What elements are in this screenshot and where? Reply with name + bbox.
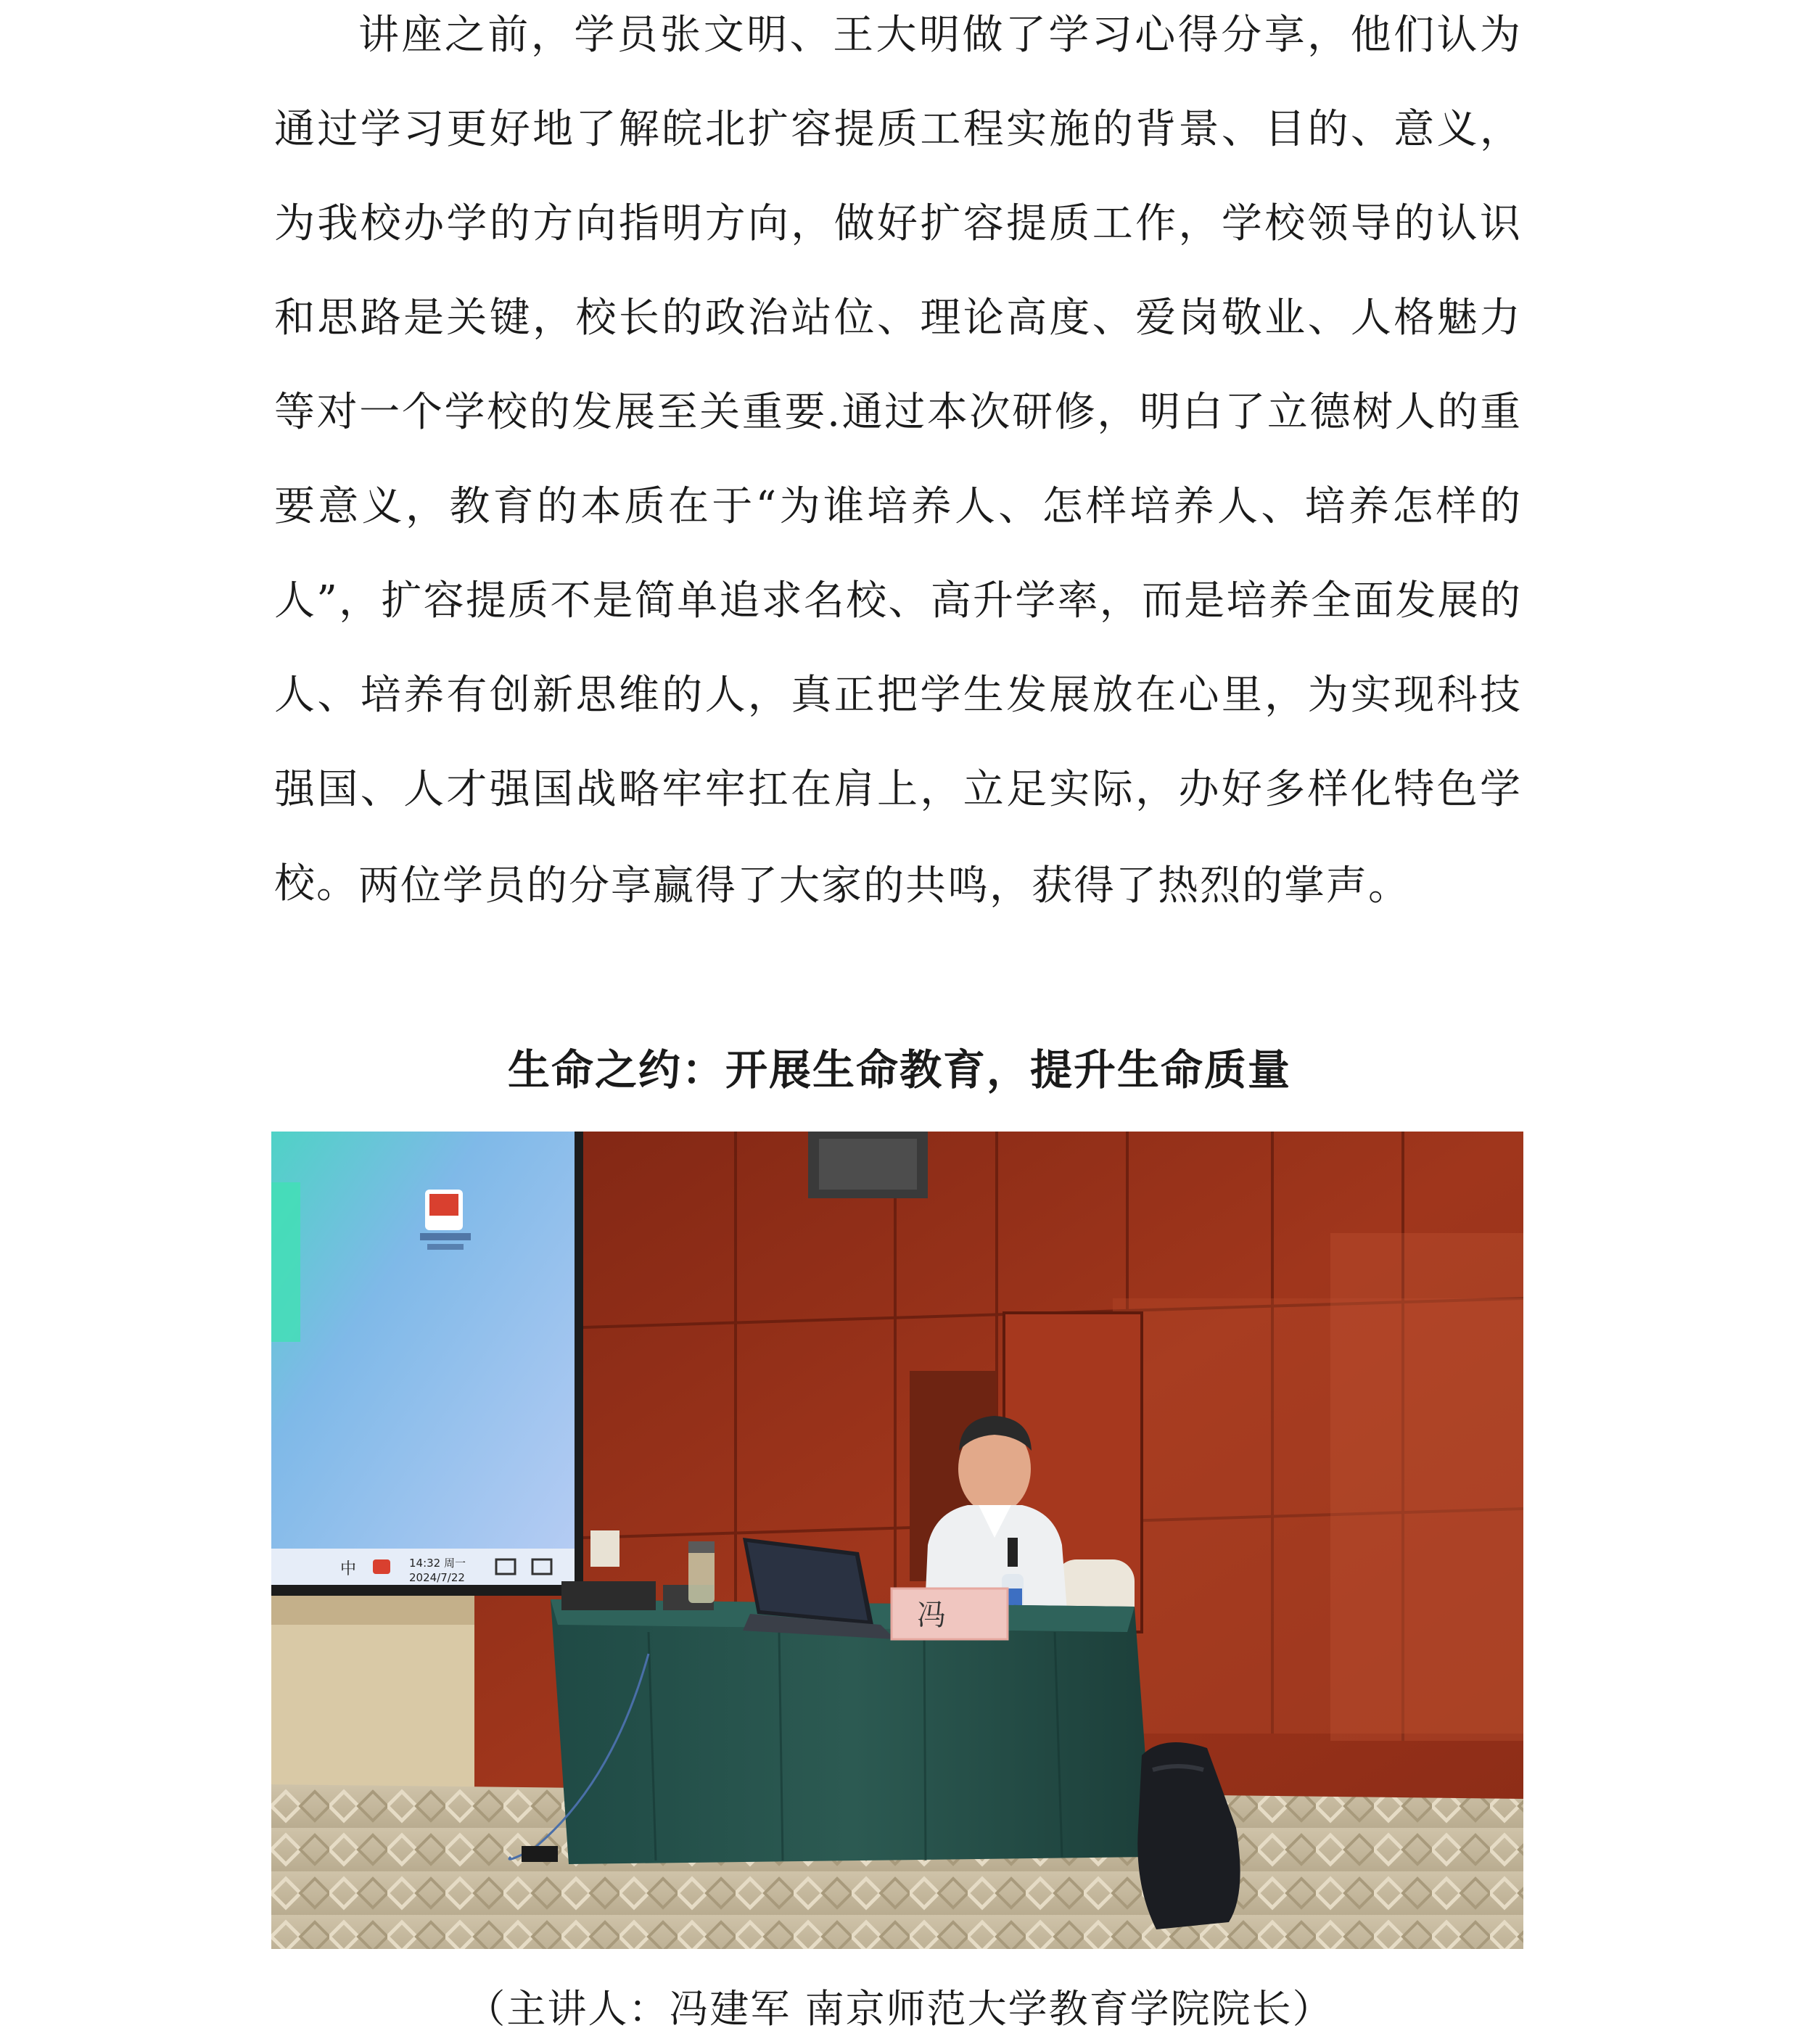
- paragraph-sharing: 讲座之前，学员张文明、王大明做了学习心得分享，他们认为通过学习更好地了解皖北扩容提质工程实施的背景、目的、意义，为我校办学的方向指明方向，做好扩容提质工作，学校领导的认识和思路是关键，校长的政治站位、理论高度、爱岗敬业、人格魅力等对一个学校的发展至关重要.通过本次研修，明白了立德树人的重要意义，教育的本质在于“为谁培养人、怎样培养人、培养怎样的人”，扩容提质不是简单追求名校、高升学率，而是培养全面发展的人、培养有创新思维的人，真正把学生发展放在心里，为实现科技强国、人才强国战略牢牢扛在肩上，立足实际，办好多样化特色学校。: [274, 12, 1522, 907]
- screen-time: 14:32 周一: [409, 1557, 466, 1570]
- photo-caption: （主讲人：冯建军 南京师范大学教育学院院长）: [466, 1986, 1333, 2032]
- nameplate-text: 冯: [917, 1599, 946, 1632]
- paragraph-applause: 两位学员的分享赢得了大家的共鸣，获得了热烈的掌声。: [358, 862, 1410, 910]
- section-title: 生命之约：开展生命教育，提升生命质量: [507, 1045, 1291, 1095]
- lecture-photo-illustration: [271, 1132, 1523, 1949]
- lecture-photo: [271, 1132, 1523, 1949]
- screen-date: 2024/7/22: [409, 1571, 465, 1584]
- screen-taskbar-text: 中: [340, 1560, 357, 1578]
